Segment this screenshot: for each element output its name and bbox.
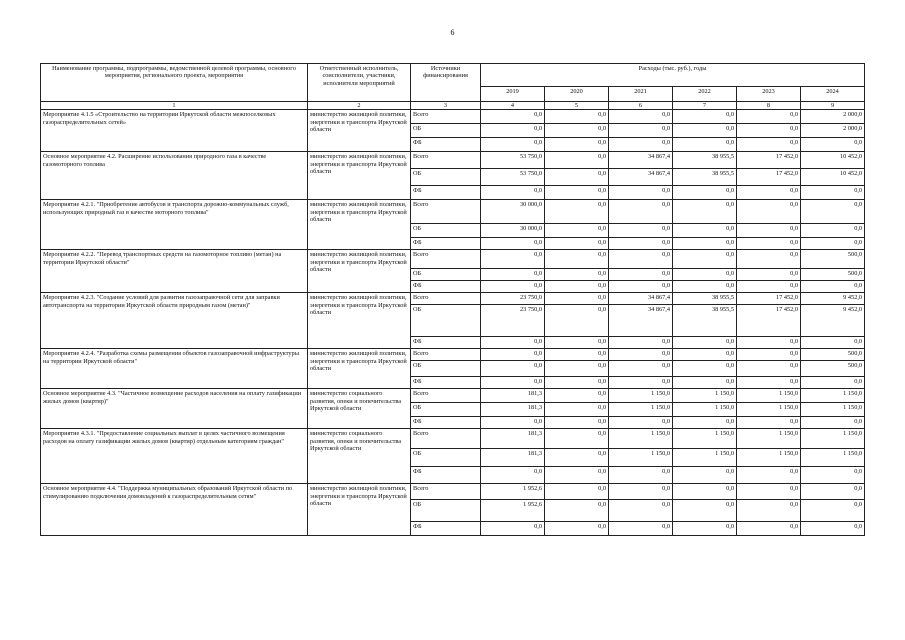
expense-value-cell: 2 000,0 [801,110,865,124]
expense-value-cell: 0,0 [545,467,609,484]
table-row [41,293,865,305]
expense-value-cell: 0,0 [481,337,545,349]
expense-value-cell: 0,0 [737,281,801,293]
expense-value-cell: 1 150,0 [609,429,673,449]
table-row [41,484,865,500]
expense-value-cell: 1 150,0 [737,403,801,417]
funding-source-cell: ФБ [411,138,481,152]
expense-value-cell: 0,0 [545,169,609,186]
expense-value-cell: 0,0 [481,349,545,361]
funding-source-cell: ФБ [411,281,481,293]
expense-value-cell: 0,0 [801,281,865,293]
expense-value-cell: 1 150,0 [609,403,673,417]
expense-value-cell: 0,0 [609,484,673,500]
expense-value-cell: 0,0 [737,522,801,536]
expense-value-cell: 53 750,0 [481,169,545,186]
expense-value-cell: 0,0 [545,389,609,403]
expense-value-cell: 34 867,4 [609,305,673,337]
funding-source-cell: ОБ [411,449,481,467]
program-name-cell: Мероприятие 4.3.1. "Предоставление социальных выплат в целях частичного возмещения расходов на оплату газификации жилых домов (квартир) отдельным категориям граждан" [41,429,308,484]
program-name-cell: Мероприятие 4.1.5 «Строительство на территории Иркутской области межпоселковых газораспределительных сетей» [41,110,308,152]
expense-value-cell: 0,0 [737,124,801,138]
expense-value-cell: 38 955,5 [673,293,737,305]
funding-source-cell: Всего [411,110,481,124]
expense-value-cell: 0,0 [609,349,673,361]
expense-value-cell: 1 150,0 [673,389,737,403]
expense-value-cell: 0,0 [545,500,609,522]
column-index-row [41,102,865,110]
header-source: Источники финансирования [411,64,481,102]
executor-cell: министерство социального развития, опеки и попечительства Иркутской области [308,429,411,484]
expense-value-cell: 0,0 [609,281,673,293]
funding-source-cell: ОБ [411,169,481,186]
expense-value-cell: 0,0 [737,200,801,224]
expense-value-cell: 0,0 [801,238,865,250]
funding-source-cell: ОБ [411,224,481,238]
funding-source-cell: Всего [411,293,481,305]
expense-value-cell: 181,3 [481,389,545,403]
budget-table [40,63,865,536]
expense-value-cell: 0,0 [737,377,801,389]
funding-source-cell: ОБ [411,269,481,281]
expense-value-cell: 38 955,5 [673,305,737,337]
funding-source-cell: ОБ [411,124,481,138]
expense-value-cell: 34 867,4 [609,152,673,169]
expense-value-cell: 0,0 [673,224,737,238]
table-row [41,200,865,224]
column-index: 4 [481,102,545,110]
expense-value-cell: 0,0 [609,522,673,536]
expense-value-cell: 0,0 [609,337,673,349]
expense-value-cell: 1 150,0 [737,429,801,449]
column-index: 1 [41,102,308,110]
expense-value-cell: 34 867,4 [609,169,673,186]
expense-value-cell: 17 452,0 [737,169,801,186]
expense-value-cell: 0,0 [545,337,609,349]
header-year: 2022 [673,87,737,102]
expense-value-cell: 0,0 [609,417,673,429]
funding-source-cell: ФБ [411,417,481,429]
funding-source-cell: Всего [411,349,481,361]
expense-value-cell: 500,0 [801,349,865,361]
expense-value-cell: 0,0 [609,200,673,224]
expense-value-cell: 0,0 [545,200,609,224]
expense-value-cell: 0,0 [673,124,737,138]
funding-source-cell: ФБ [411,186,481,200]
expense-value-cell: 0,0 [801,500,865,522]
expense-value-cell: 181,3 [481,429,545,449]
table-row [41,349,865,361]
expense-value-cell: 0,0 [545,429,609,449]
expense-value-cell: 0,0 [801,417,865,429]
expense-value-cell: 0,0 [737,250,801,269]
expense-value-cell: 0,0 [545,269,609,281]
expense-value-cell: 0,0 [673,522,737,536]
table-row [41,152,865,169]
funding-source-cell: Всего [411,152,481,169]
expense-value-cell: 0,0 [737,417,801,429]
expense-value-cell: 500,0 [801,269,865,281]
expense-value-cell: 1 150,0 [673,429,737,449]
expense-value-cell: 0,0 [609,500,673,522]
table-row [41,389,865,403]
program-name-cell: Мероприятие 4.2.4. "Разработка схемы размещения объектов газозаправочной инфраструктуры на территории Иркутской области" [41,349,308,389]
expense-value-cell: 0,0 [545,186,609,200]
expense-value-cell: 0,0 [481,361,545,377]
executor-cell: министерство жилищной политики, энергетики и транспорта Иркутской области [308,484,411,536]
expense-value-cell: 30 000,0 [481,224,545,238]
expense-value-cell: 500,0 [801,250,865,269]
expense-value-cell: 0,0 [737,337,801,349]
expense-value-cell: 23 750,0 [481,293,545,305]
expense-value-cell: 0,0 [737,269,801,281]
expense-value-cell: 0,0 [481,269,545,281]
expense-value-cell: 0,0 [673,186,737,200]
expense-value-cell: 0,0 [673,110,737,124]
expense-value-cell: 0,0 [545,110,609,124]
expense-value-cell: 0,0 [609,238,673,250]
expense-value-cell: 0,0 [673,349,737,361]
expense-value-cell: 0,0 [481,250,545,269]
executor-cell: министерство жилищной политики, энергетики и транспорта Иркутской области [308,200,411,250]
funding-source-cell: Всего [411,484,481,500]
expense-value-cell: 0,0 [737,361,801,377]
expense-value-cell: 0,0 [609,224,673,238]
expense-value-cell: 1 150,0 [801,429,865,449]
column-index: 5 [545,102,609,110]
executor-cell: министерство жилищной политики, энергетики и транспорта Иркутской области [308,110,411,152]
expense-value-cell: 0,0 [801,186,865,200]
expense-value-cell: 38 955,5 [673,169,737,186]
expense-value-cell: 0,0 [545,124,609,138]
expense-value-cell: 0,0 [737,224,801,238]
expense-value-cell: 0,0 [673,200,737,224]
expense-value-cell: 0,0 [481,467,545,484]
program-name-cell: Основное мероприятие 4.3. "Частичное возмещение расходов населения на оплату газификации жилых домов (квартир)" [41,389,308,429]
expense-value-cell: 0,0 [673,238,737,250]
expense-value-cell: 0,0 [609,361,673,377]
expense-value-cell: 0,0 [609,110,673,124]
header-expenses: Расходы (тыс. руб.), годы [481,64,865,87]
expense-value-cell: 0,0 [545,449,609,467]
expense-value-cell: 0,0 [801,138,865,152]
expense-value-cell: 0,0 [673,337,737,349]
expense-value-cell: 38 955,5 [673,152,737,169]
expense-value-cell: 17 452,0 [737,152,801,169]
funding-source-cell: ОБ [411,500,481,522]
expense-value-cell: 0,0 [545,522,609,536]
expense-value-cell: 0,0 [609,250,673,269]
expense-value-cell: 0,0 [737,138,801,152]
header-year: 2024 [801,87,865,102]
expense-value-cell: 0,0 [737,238,801,250]
expense-value-cell: 0,0 [481,138,545,152]
expense-value-cell: 0,0 [481,281,545,293]
expense-value-cell: 0,0 [801,522,865,536]
expense-value-cell: 0,0 [673,138,737,152]
expense-value-cell: 0,0 [737,349,801,361]
expense-value-cell: 1 150,0 [737,449,801,467]
executor-cell: министерство социального развития, опеки и попечительства Иркутской области [308,389,411,429]
expense-value-cell: 1 150,0 [673,403,737,417]
expense-value-cell: 0,0 [673,484,737,500]
expense-value-cell: 9 452,0 [801,305,865,337]
funding-source-cell: Всего [411,389,481,403]
column-index: 3 [411,102,481,110]
funding-source-cell: ФБ [411,522,481,536]
header-executor: Ответственный исполнитель, соисполнители, участники, исполнители мероприятий [308,64,411,102]
executor-cell: министерство жилищной политики, энергетики и транспорта Иркутской области [308,293,411,349]
program-name-cell: Мероприятие 4.2.2. "Перевод транспортных средств на газомоторное топливо (метан) на территории Иркутской области" [41,250,308,293]
funding-source-cell: ФБ [411,238,481,250]
expense-value-cell: 1 150,0 [673,449,737,467]
expense-value-cell: 34 867,4 [609,293,673,305]
executor-cell: министерство жилищной политики, энергетики и транспорта Иркутской области [308,152,411,200]
expense-value-cell: 1 150,0 [609,389,673,403]
executor-cell: министерство жилищной политики, энергетики и транспорта Иркутской области [308,349,411,389]
expense-value-cell: 0,0 [545,484,609,500]
expense-value-cell: 500,0 [801,361,865,377]
expense-value-cell: 181,3 [481,403,545,417]
expense-value-cell: 0,0 [609,186,673,200]
expense-value-cell: 0,0 [481,377,545,389]
program-name-cell: Мероприятие 4.2.3. "Создание условий для развития газозаправочной сети для заправки автотранспорта на территории Иркутской области природным газом (метан)" [41,293,308,349]
expense-value-cell: 1 952,6 [481,500,545,522]
expense-value-cell: 0,0 [609,138,673,152]
expense-value-cell: 0,0 [737,110,801,124]
expense-value-cell: 0,0 [545,349,609,361]
expense-value-cell: 0,0 [609,269,673,281]
expense-value-cell: 1 150,0 [801,449,865,467]
header-year: 2020 [545,87,609,102]
expense-value-cell: 0,0 [801,200,865,224]
expense-value-cell: 0,0 [801,484,865,500]
program-name-cell: Основное мероприятие 4.2. Расширение использования природного газа в качестве газомоторного топлива [41,152,308,200]
funding-source-cell: Всего [411,250,481,269]
program-name-cell: Мероприятие 4.2.1. "Приобретение автобусов и транспорта дорожно-коммунальных служб, использующих природный газ в качестве моторного топлива" [41,200,308,250]
expense-value-cell: 0,0 [673,417,737,429]
expense-value-cell: 0,0 [801,224,865,238]
expense-value-cell: 0,0 [545,417,609,429]
expense-value-cell: 0,0 [737,484,801,500]
header-year: 2021 [609,87,673,102]
funding-source-cell: ФБ [411,337,481,349]
column-index: 8 [737,102,801,110]
funding-source-cell: ОБ [411,361,481,377]
expense-value-cell: 0,0 [545,281,609,293]
expense-value-cell: 1 150,0 [737,389,801,403]
expense-value-cell: 30 000,0 [481,200,545,224]
header-year: 2023 [737,87,801,102]
funding-source-cell: ФБ [411,377,481,389]
expense-value-cell: 2 000,0 [801,124,865,138]
page-number: 6 [450,28,455,37]
expense-value-cell: 0,0 [673,269,737,281]
column-index: 9 [801,102,865,110]
funding-source-cell: Всего [411,429,481,449]
expense-value-cell: 0,0 [673,281,737,293]
expense-value-cell: 1 952,6 [481,484,545,500]
header-year: 2019 [481,87,545,102]
expense-value-cell: 10 452,0 [801,152,865,169]
funding-source-cell: ОБ [411,305,481,337]
expense-value-cell: 0,0 [801,337,865,349]
expense-value-cell: 1 150,0 [801,403,865,417]
expense-value-cell: 0,0 [545,293,609,305]
expense-value-cell: 0,0 [545,152,609,169]
expense-value-cell: 0,0 [673,500,737,522]
expense-value-cell: 0,0 [673,377,737,389]
expense-value-cell: 0,0 [801,467,865,484]
expense-value-cell: 0,0 [545,377,609,389]
expense-value-cell: 0,0 [801,377,865,389]
expense-value-cell: 0,0 [609,124,673,138]
column-index: 6 [609,102,673,110]
funding-source-cell: Всего [411,200,481,224]
expense-value-cell: 9 452,0 [801,293,865,305]
expense-value-cell: 53 750,0 [481,152,545,169]
table-row [41,250,865,269]
header-name: Наименование программы, подпрограммы, ведомственной целевой программы, основного мероприятия, регионального проекта, мероприятия [41,64,308,102]
expense-value-cell: 0,0 [737,186,801,200]
expense-value-cell: 0,0 [481,238,545,250]
table-row [41,110,865,124]
expense-value-cell: 0,0 [545,403,609,417]
expense-value-cell: 0,0 [481,186,545,200]
table-row [41,429,865,449]
expense-value-cell: 0,0 [481,124,545,138]
expense-value-cell: 17 452,0 [737,305,801,337]
expense-value-cell: 0,0 [545,238,609,250]
funding-source-cell: ФБ [411,467,481,484]
expense-value-cell: 0,0 [545,361,609,377]
expense-value-cell: 0,0 [545,138,609,152]
column-index: 2 [308,102,411,110]
expense-value-cell: 181,3 [481,449,545,467]
expense-value-cell: 0,0 [609,377,673,389]
funding-source-cell: ОБ [411,403,481,417]
expense-value-cell: 0,0 [481,417,545,429]
expense-value-cell: 0,0 [609,467,673,484]
expense-value-cell: 10 452,0 [801,169,865,186]
expense-value-cell: 0,0 [737,467,801,484]
expense-value-cell: 1 150,0 [609,449,673,467]
expense-value-cell: 0,0 [673,467,737,484]
expense-value-cell: 0,0 [545,250,609,269]
expense-value-cell: 0,0 [545,224,609,238]
expense-value-cell: 0,0 [545,305,609,337]
expense-value-cell: 0,0 [673,361,737,377]
expense-value-cell: 0,0 [481,522,545,536]
program-name-cell: Основное мероприятие 4.4. "Поддержка муниципальных образований Иркутской области по стимулированию подключения домовладений к газораспределительным сетям" [41,484,308,536]
expense-value-cell: 17 452,0 [737,293,801,305]
expense-value-cell: 0,0 [673,250,737,269]
expense-value-cell: 1 150,0 [801,389,865,403]
executor-cell: министерство жилищной политики, энергетики и транспорта Иркутской области [308,250,411,293]
expense-value-cell: 0,0 [737,500,801,522]
column-index: 7 [673,102,737,110]
expense-value-cell: 23 750,0 [481,305,545,337]
expense-value-cell: 0,0 [481,110,545,124]
